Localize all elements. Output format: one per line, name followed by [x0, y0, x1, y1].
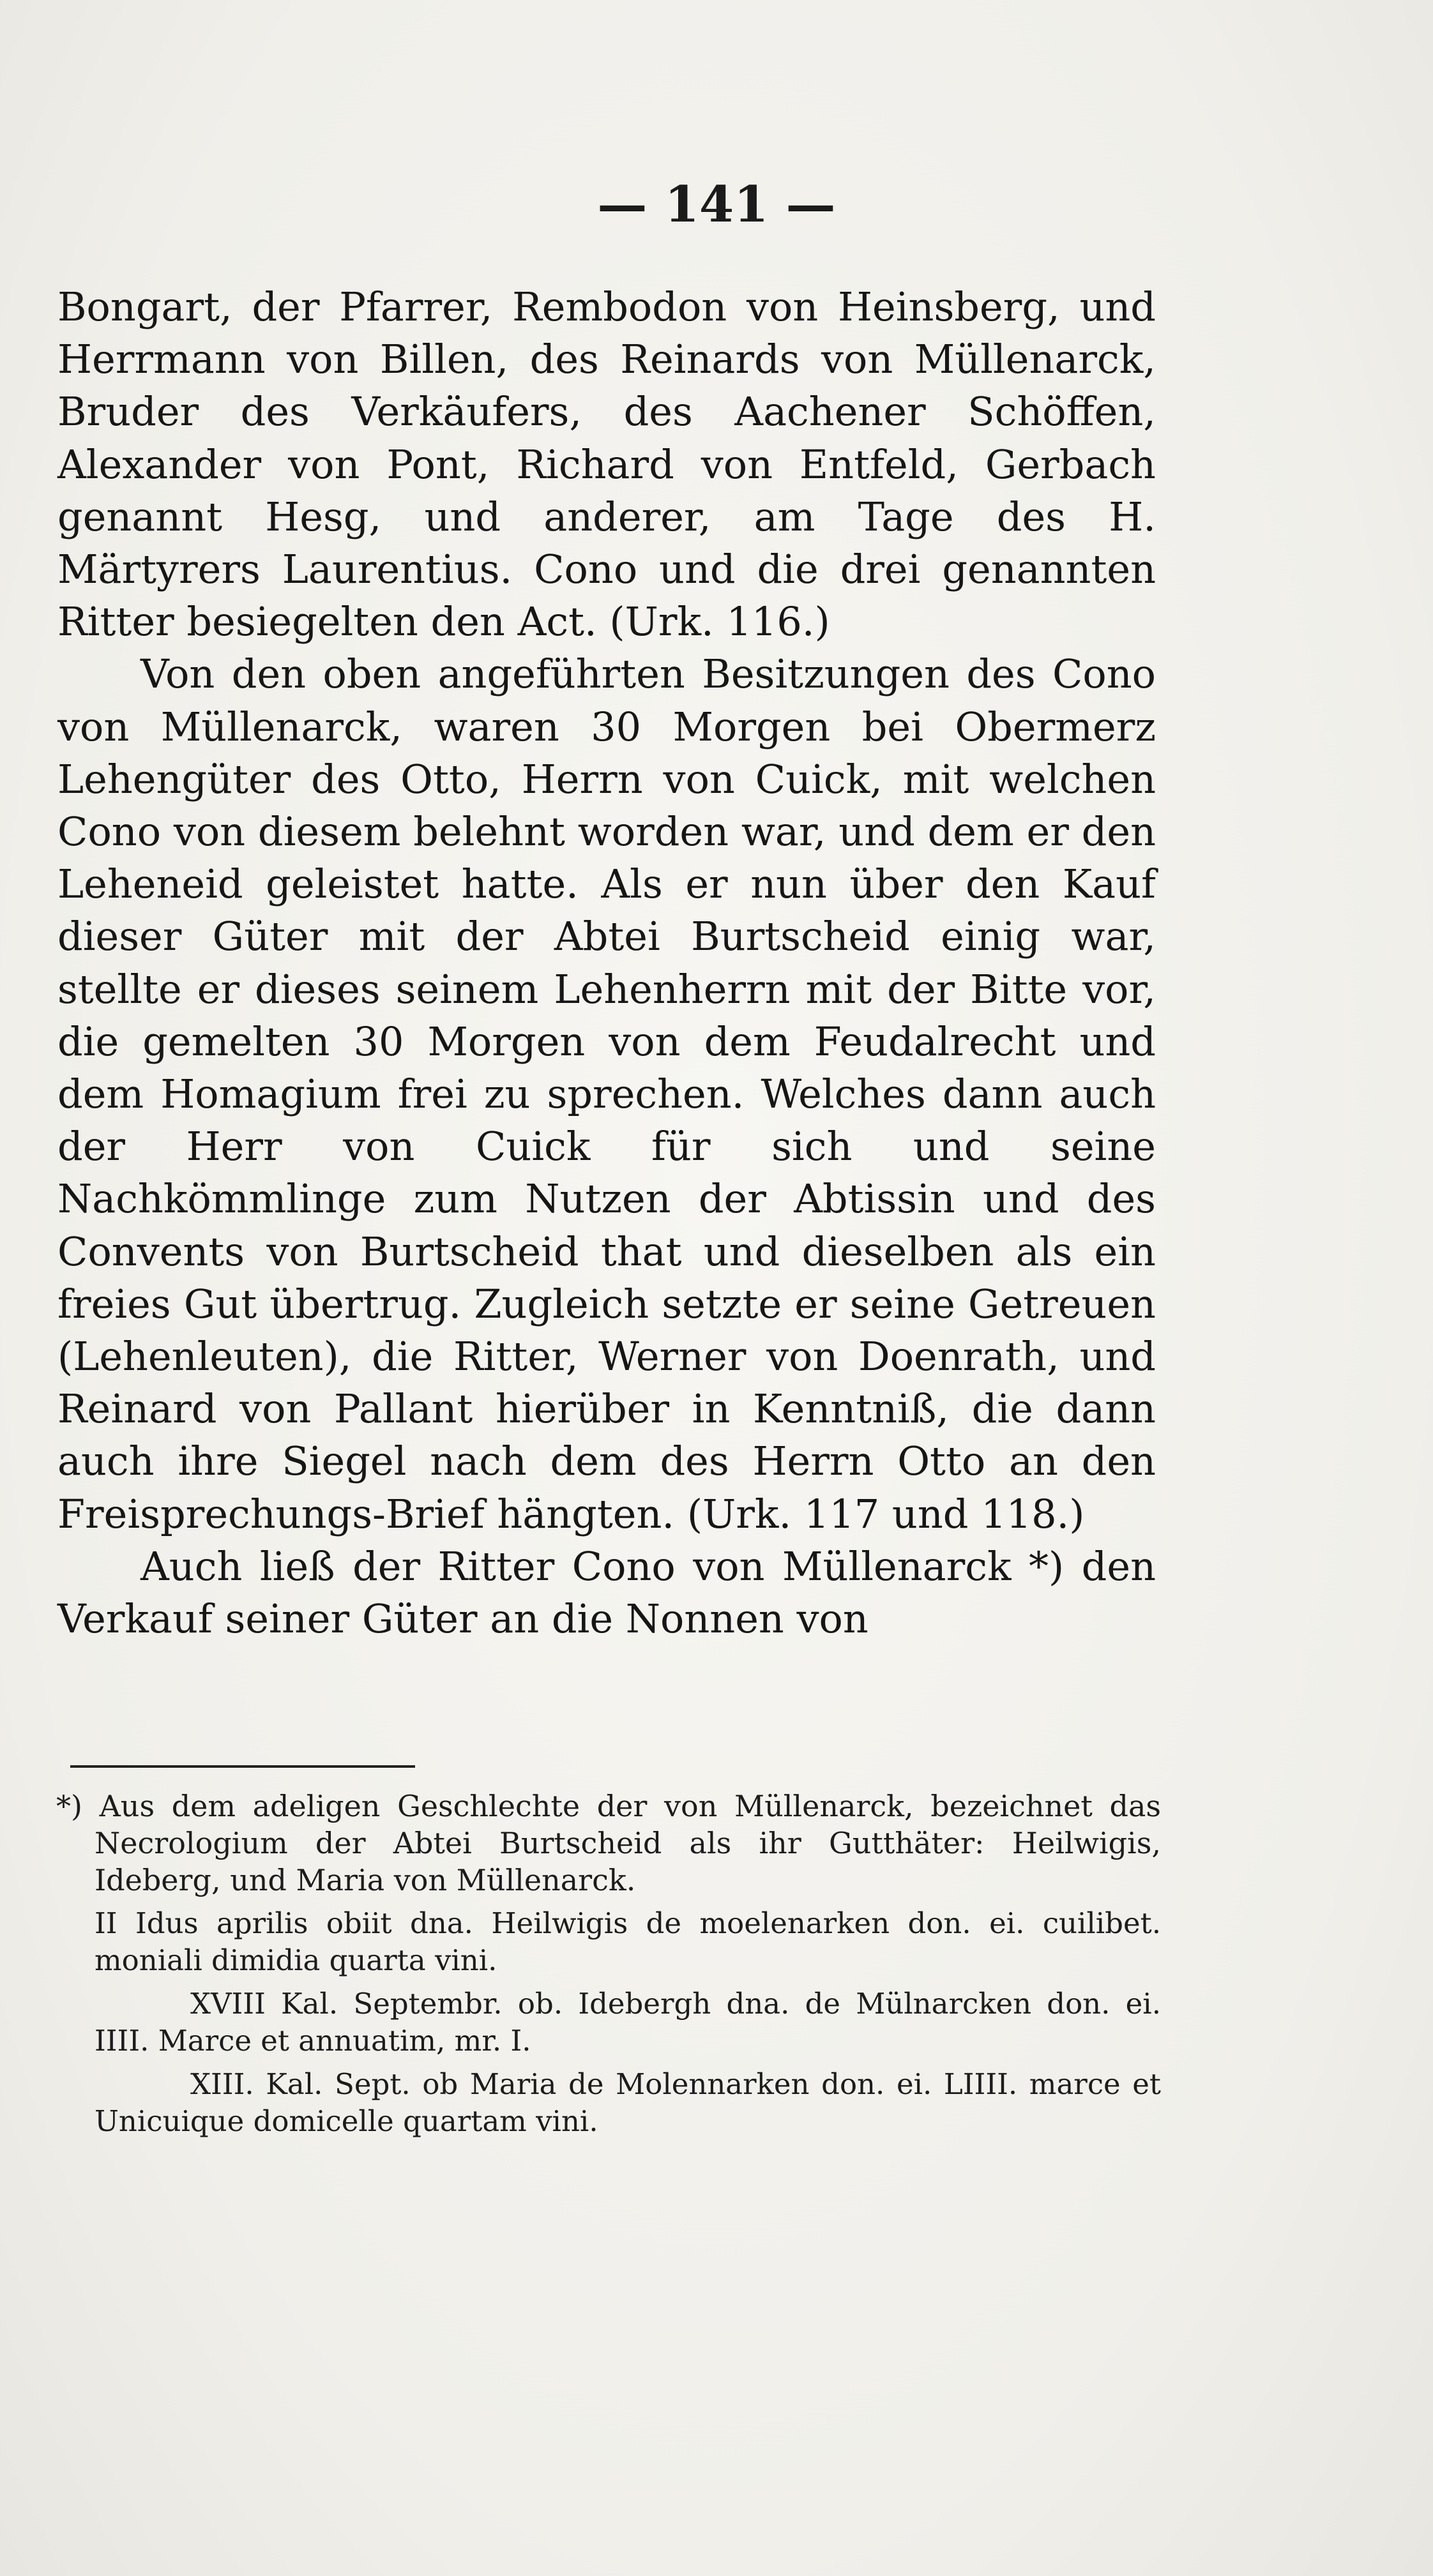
paragraph-2: Von den oben angeführten Besitzungen des Cono von Müllenarck, waren 30 Morgen bei Obermerz Lehengüter des Otto, Herrn von Cuick, mit welchen Cono von diesem belehnt worden war, und dem er den Leheneid geleistet hatte. Als er nun über den Kauf dieser Güter mit der Abtei Burtscheid einig war, stellte er dieses seinem Lehenherrn mit der Bitte vor, die gemelten 30 Morgen von dem Feudalrecht und dem Homagium frei zu sprechen. Welches dann auch der Herr von Cuick für sich und seine Nachkömmlinge zum Nutzen der Abtissin und des Convents von Burtscheid that und dieselben als ein freies Gut übertrug. Zugleich setzte er seine Getreuen (Lehenleuten), die Ritter, Werner von Doenrath, und Reinard von Pallant hierüber in Kenntniß, die dann auch ihre Siegel nach dem des Herrn Otto an den Freisprechungs-Brief hängten. (Urk. 117 und 118.): [57, 651, 1156, 1537]
main-text: [57, 281, 1156, 1645]
footnote-entry-3: XIII. Kal. Sept. ob Maria de Molennarken don. ei. LIIII. marce et Unicuique domicelle quartam vini.: [95, 2067, 1161, 2138]
paragraph-3: Auch ließ der Ritter Cono von Müllenarck *) den Verkauf seiner Güter an die Nonnen von: [57, 1542, 1156, 1643]
footnote-divider: [70, 1765, 415, 1768]
footnote: [56, 1788, 1161, 2146]
footnote-intro: *) Aus dem adeligen Geschlechte der von Müllenarck, bezeichnet das Necrologium der Abtei Burtscheid als ihr Gutthäter: Heilwigis, Ideberg, und Maria von Müllenarck.: [56, 1789, 1161, 1897]
page-number: — 141 —: [597, 176, 836, 234]
footnote-entry-1: II Idus aprilis obiit dna. Heilwigis de moelenarken don. ei. cuilibet. moniali dimidia quarta vini.: [95, 1906, 1161, 1977]
paragraph-1: Bongart, der Pfarrer, Rembodon von Heinsberg, und Herrmann von Billen, des Reinards von Müllenarck, Bruder des Verkäufers, des Aachener Schöffen, Alexander von Pont, Richard von Entfeld, Gerbach genannt Hesg, und anderer, am Tage des H. Märtyrers Laurentius. Cono und die drei genannten Ritter besiegelten den Act. (Urk. 116.): [57, 283, 1156, 645]
footnote-entry-2: XVIII Kal. Septembr. ob. Idebergh dna. de Mülnarcken don. ei. IIII. Marce et annuatim, mr. I.: [95, 1987, 1161, 2058]
